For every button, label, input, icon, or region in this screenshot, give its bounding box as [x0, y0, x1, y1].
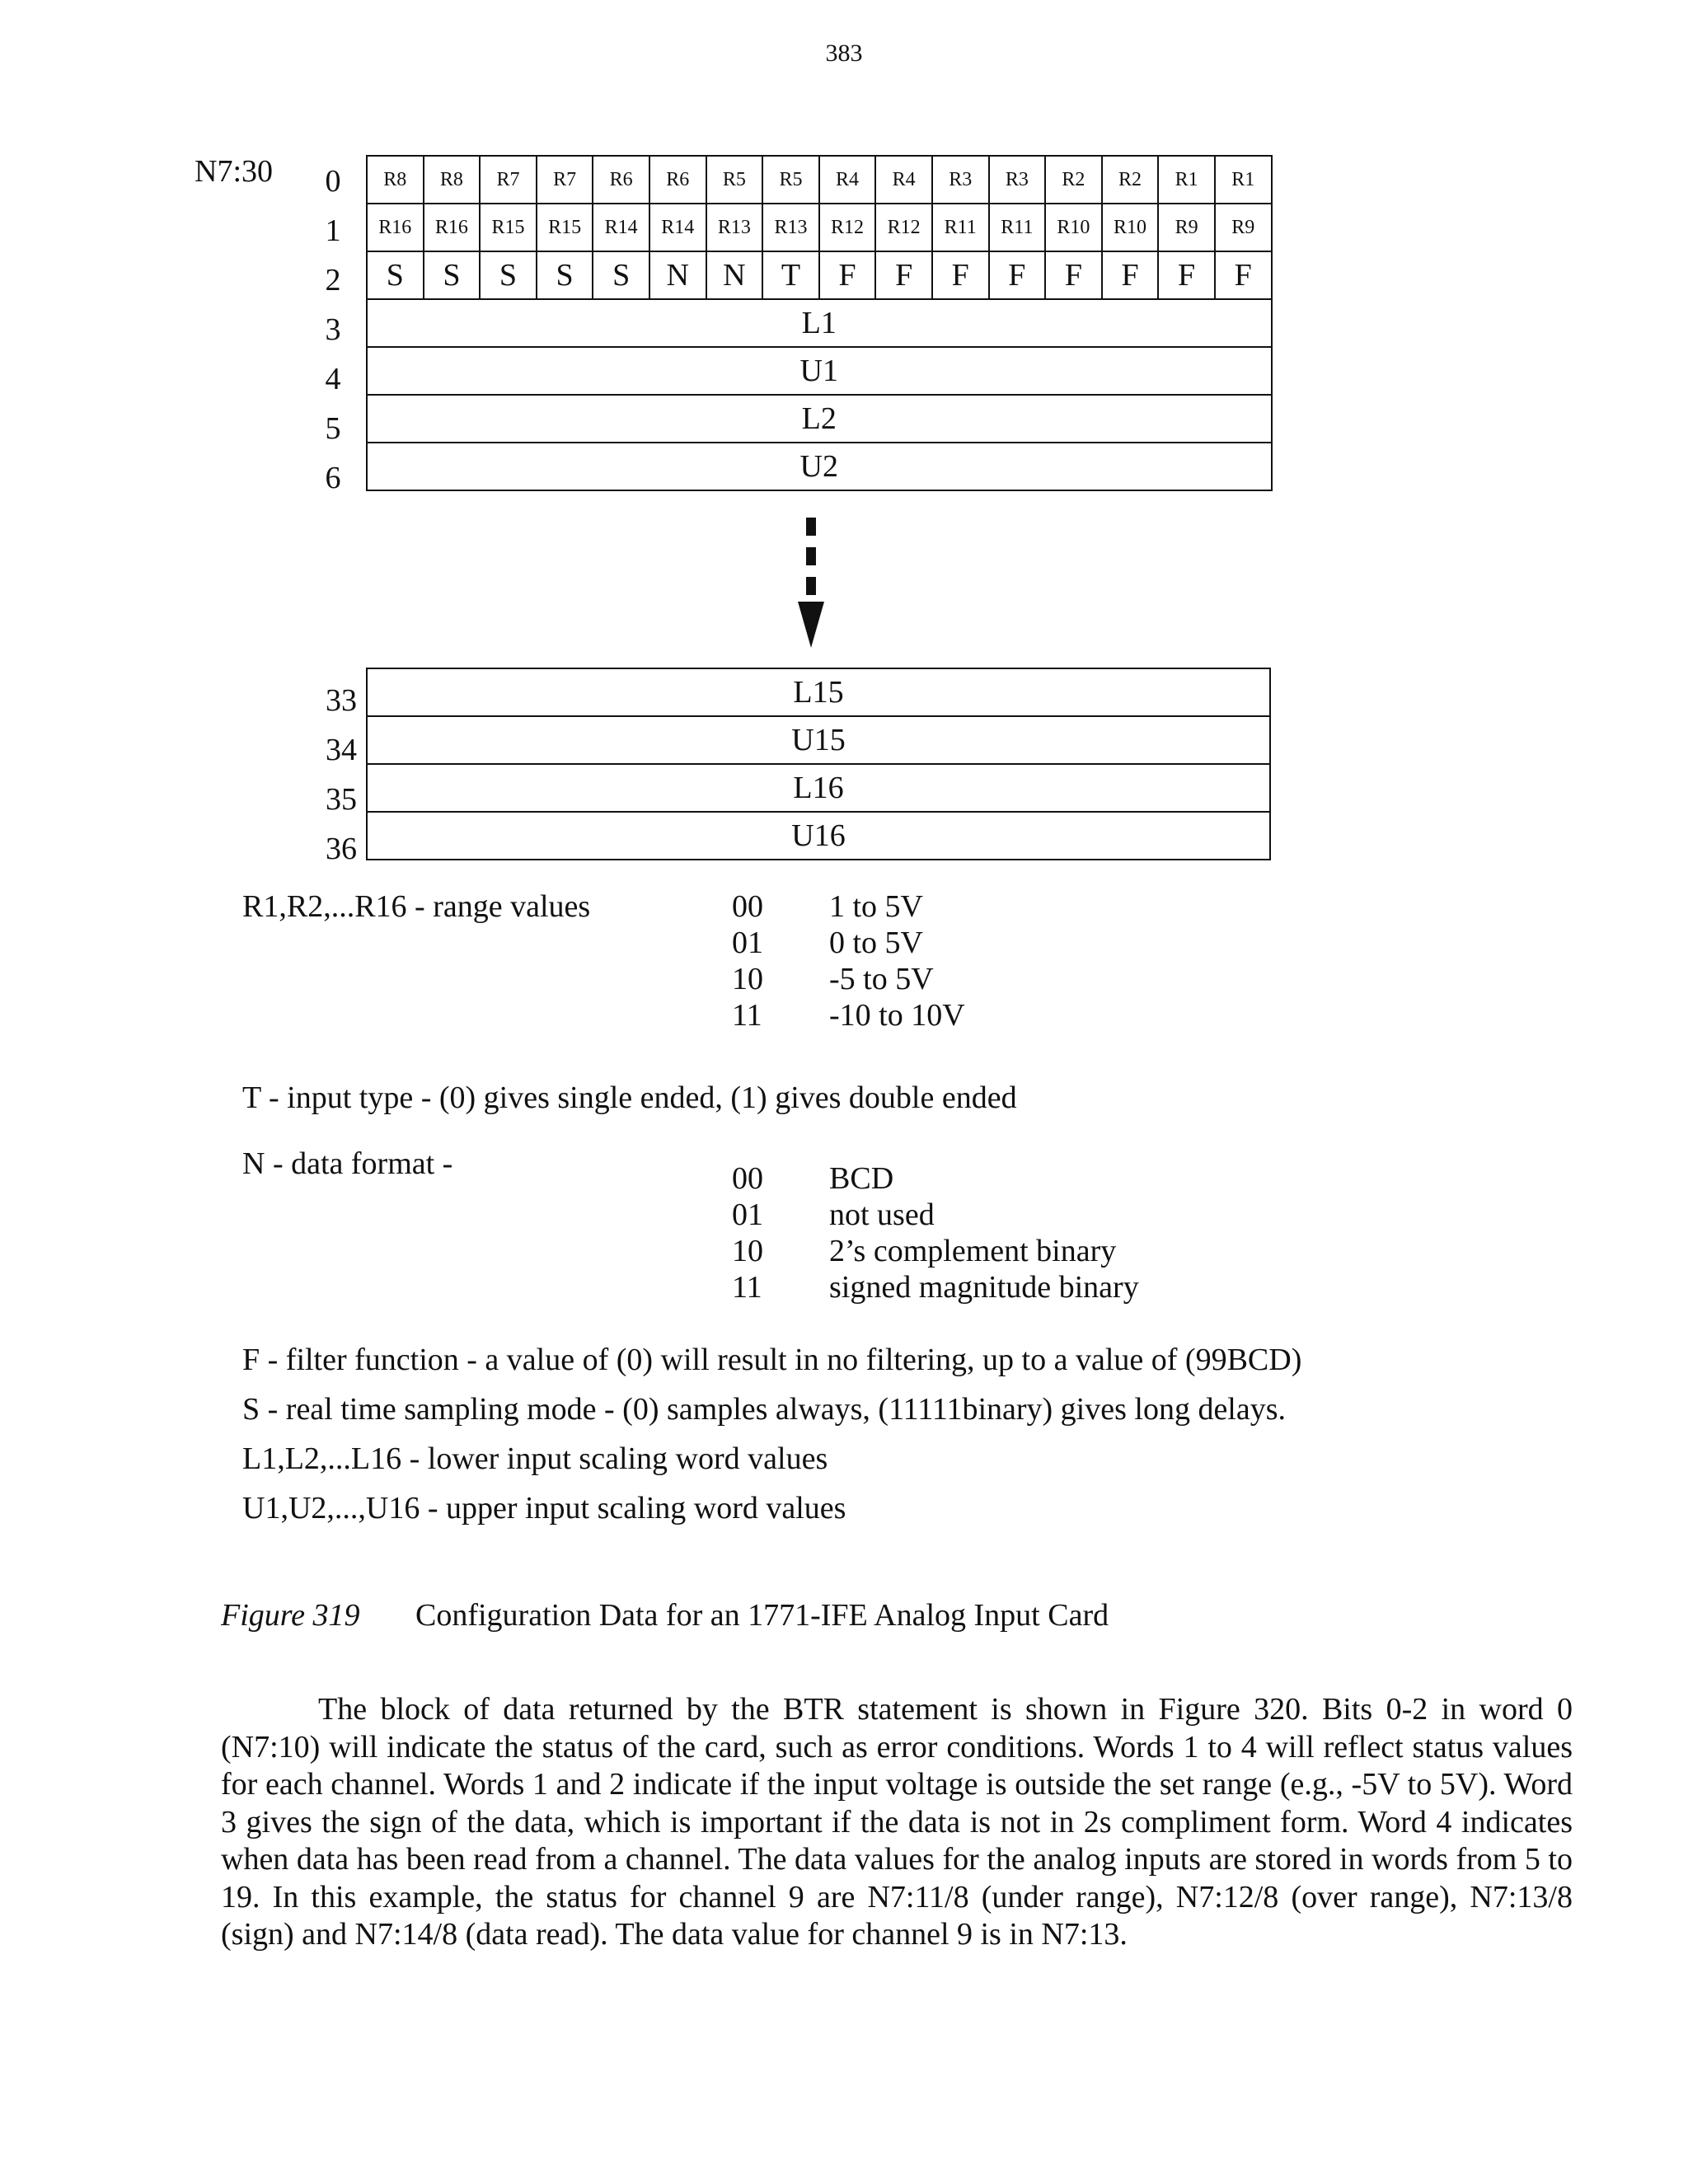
- word-36-row: [367, 812, 1270, 860]
- word-cell: L2: [367, 395, 1272, 443]
- format-meaning: BCD: [829, 1161, 894, 1196]
- definition-sampling: S - real time sampling mode - (0) samples always, (11111binary) gives long delays.: [242, 1392, 1287, 1427]
- bit-cell: R10: [1045, 204, 1102, 251]
- bit-cell: R8: [367, 156, 424, 204]
- bit-cell: R4: [875, 156, 932, 204]
- format-meaning: signed magnitude binary: [829, 1270, 1139, 1305]
- bit-cell: R10: [1102, 204, 1159, 251]
- bit-cell: R6: [649, 156, 706, 204]
- figure-title: Configuration Data for an 1771-IFE Analog Input Card: [415, 1598, 1109, 1633]
- definition-upper-scaling: U1,U2,...,U16 - upper input scaling word values: [242, 1491, 846, 1526]
- row-index: 35: [326, 782, 357, 817]
- bit-cell: S: [480, 251, 537, 299]
- word-34-row: [367, 716, 1270, 764]
- word-cell: U2: [367, 443, 1272, 490]
- input-type-text: T - input type - (0) gives single ended, (1) gives double ended: [242, 1080, 1017, 1115]
- bit-cell: R11: [932, 204, 989, 251]
- bit-cell: R3: [932, 156, 989, 204]
- bit-cell: F: [1215, 251, 1272, 299]
- bit-cell: R7: [537, 156, 593, 204]
- format-meaning: 2’s complement binary: [829, 1234, 1117, 1268]
- row-index: 0: [325, 164, 341, 199]
- word-3-row: [367, 299, 1272, 347]
- bit-cell: S: [424, 251, 481, 299]
- bit-cell: R3: [989, 156, 1046, 204]
- definition-filter: F - filter function - a value of (0) will result in no filtering, up to a value of (99BCD): [242, 1343, 1302, 1377]
- bit-cell: R4: [819, 156, 876, 204]
- bit-cell: R16: [424, 204, 481, 251]
- page-number: 383: [825, 40, 863, 67]
- body-paragraph: The block of data returned by the BTR statement is shown in Figure 320. Bits 0-2 in word 0 (N7:10) will indicate the status of the card, such as error conditions. Words 1 to 4 will reflect status values for each channel. Words 1 and 2 indicate if the input voltage is outside the set range (e.g., -5V to 5V). Word 3 gives the sign of the data, which is important if the data is not in 2s compliment form. Word 4 indicates when data has been read from a channel. The data values for the analog inputs are stored in words from 5 to 19. In this example, the status for channel 9 are N7:11/8 (under range), N7:12/8 (over range), N7:13/8 (sign) and N7:14/8 (data read). The data value for channel 9 is in N7:13.: [221, 1692, 1573, 1952]
- bit-cell: F: [932, 251, 989, 299]
- bit-cell: R2: [1045, 156, 1102, 204]
- range-code: 01: [732, 926, 763, 960]
- row-index: 5: [325, 411, 341, 446]
- format-meaning: not used: [829, 1197, 935, 1232]
- bit-cell: R14: [593, 204, 649, 251]
- word-1-row: [367, 204, 1272, 251]
- config-bit-table: [366, 155, 1273, 491]
- word-cell: U15: [367, 716, 1270, 764]
- range-legend-label: R1,R2,...R16 - range values: [242, 889, 591, 924]
- bit-cell: R13: [762, 204, 819, 251]
- bit-cell: F: [1045, 251, 1102, 299]
- bit-cell: F: [1102, 251, 1159, 299]
- bit-cell: R12: [875, 204, 932, 251]
- bit-cell: T: [762, 251, 819, 299]
- bit-cell: R2: [1102, 156, 1159, 204]
- bit-cell: R12: [819, 204, 876, 251]
- range-code: 10: [732, 962, 763, 996]
- word-2-row: [367, 251, 1272, 299]
- word-cell: U16: [367, 812, 1270, 860]
- bit-cell: R16: [367, 204, 424, 251]
- config-word-table-lower: [366, 668, 1271, 860]
- bit-cell: S: [367, 251, 424, 299]
- row-index: 36: [326, 832, 357, 866]
- bit-cell: F: [819, 251, 876, 299]
- word-cell: L1: [367, 299, 1272, 347]
- format-code: 11: [732, 1270, 762, 1305]
- range-meaning: 0 to 5V: [829, 926, 923, 960]
- range-meaning: -5 to 5V: [829, 962, 934, 996]
- bit-cell: F: [875, 251, 932, 299]
- row-index: 3: [325, 312, 341, 347]
- range-code: 00: [732, 889, 763, 924]
- format-code: 01: [732, 1197, 763, 1232]
- bit-cell: S: [537, 251, 593, 299]
- word-4-row: [367, 347, 1272, 395]
- definition-lower-scaling: L1,L2,...L16 - lower input scaling word values: [242, 1441, 828, 1476]
- bit-cell: R15: [537, 204, 593, 251]
- range-code: 11: [732, 998, 762, 1033]
- bit-cell: R7: [480, 156, 537, 204]
- bit-cell: F: [1158, 251, 1215, 299]
- bit-cell: R5: [706, 156, 763, 204]
- word-33-row: [367, 668, 1270, 716]
- bit-cell: R15: [480, 204, 537, 251]
- word-6-row: [367, 443, 1272, 490]
- bit-cell: S: [593, 251, 649, 299]
- bit-cell: F: [989, 251, 1046, 299]
- word-cell: U1: [367, 347, 1272, 395]
- word-0-row: [367, 156, 1272, 204]
- data-format-label: N - data format -: [242, 1146, 453, 1181]
- word-cell: L16: [367, 764, 1270, 812]
- range-meaning: 1 to 5V: [829, 889, 923, 924]
- row-index: 33: [326, 683, 357, 718]
- bit-cell: R13: [706, 204, 763, 251]
- row-index: 1: [325, 213, 341, 248]
- format-code: 10: [732, 1234, 763, 1268]
- word-5-row: [367, 395, 1272, 443]
- bit-cell: R6: [593, 156, 649, 204]
- bit-cell: R11: [989, 204, 1046, 251]
- word-cell: L15: [367, 668, 1270, 716]
- word-35-row: [367, 764, 1270, 812]
- row-index: 4: [325, 362, 341, 396]
- figure-number: Figure 319: [221, 1598, 360, 1633]
- row-index: 6: [325, 461, 341, 495]
- bit-cell: R1: [1158, 156, 1215, 204]
- range-meaning: -10 to 10V: [829, 998, 965, 1033]
- bit-cell: R1: [1215, 156, 1272, 204]
- continuation-arrow-icon: [791, 511, 831, 651]
- register-label: N7:30: [195, 154, 273, 189]
- bit-cell: R14: [649, 204, 706, 251]
- bit-cell: N: [649, 251, 706, 299]
- row-index: 2: [325, 263, 341, 298]
- row-index: 34: [326, 733, 357, 767]
- bit-cell: R8: [424, 156, 481, 204]
- bit-cell: R9: [1215, 204, 1272, 251]
- bit-cell: N: [706, 251, 763, 299]
- bit-cell: R9: [1158, 204, 1215, 251]
- format-code: 00: [732, 1161, 763, 1196]
- bit-cell: R5: [762, 156, 819, 204]
